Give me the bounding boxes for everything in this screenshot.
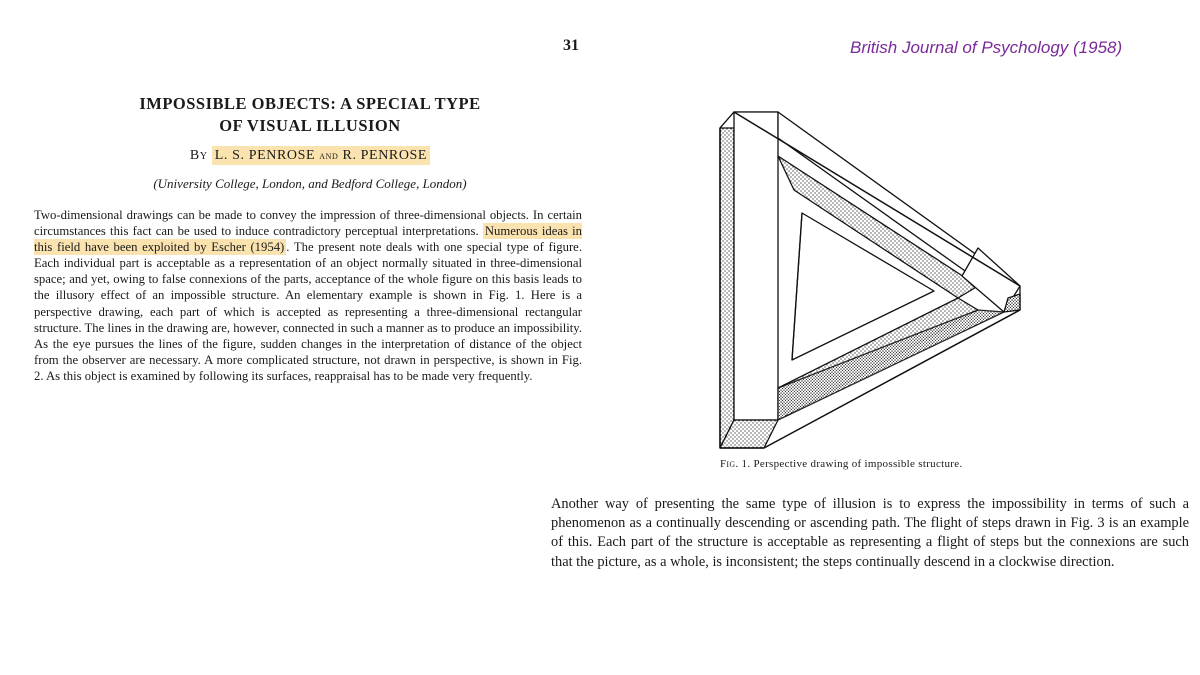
article-title [100, 93, 520, 137]
title-line-2: OF VISUAL ILLUSION [219, 116, 401, 135]
abstract-text-end: . The present note deals with one special type of figure. Each individual part is acceptable as a representation of an object normally situated in three-dimensional space; and yet, owing to false connexions of the parts, acceptance of the whole figure on this basis leads to the illusory effect of an impossible structure. An elementary example is shown in Fig. 1. Here is a perspective drawing, each part of which is accepted as representing a three-dimensional rectangular structure. The lines in the drawing are, however, connected in such a manner as to produce an impossibility. As the eye pursues the lines of the figure, sudden changes in the interpretation of distance of the object from the observer are necessary. A more complicated structure, not drawn in perspective, is shown in Fig. 2. As this object is examined by following its surfaces, reappraisal has to be made very frequently. [34, 240, 582, 383]
abstract-text-start: Two-dimensional drawings can be made to convey the impression of three-dimensional objects. In certain circumstances this fact can be used to induce contradictory perceptual interpretations. [34, 208, 582, 239]
byline [100, 148, 520, 164]
author-2: R. PENROSE [342, 148, 428, 163]
page-number: 31 [563, 37, 579, 54]
authors-highlight [212, 146, 430, 165]
caption-label: Fig. 1. [720, 458, 751, 470]
title-line-1: IMPOSSIBLE OBJECTS: A SPECIAL TYPE [139, 94, 481, 113]
abstract-paragraph [34, 207, 582, 384]
left-beam-front-face [734, 112, 778, 420]
body-paragraph: Another way of presenting the same type of illusion is to express the impossibility in terms of such a phenomenon as a continually descending or ascending path. The flight of steps drawn in Fig. 3 is an example of this. Each part of the structure is acceptable as representing a flight of steps but the connexions are such that the picture, as a whole, is inconsistent; the steps continually descend in a clockwise direction. [551, 496, 1189, 570]
affiliation: (University College, London, and Bedford College, London) [153, 176, 467, 191]
journal-citation: British Journal of Psychology (1958) [850, 38, 1123, 57]
figure-caption [720, 458, 963, 470]
byline-by: By [189, 148, 208, 163]
abstract-highlight: Numerous ideas in this field have been exploited by Escher (1954) [34, 224, 582, 255]
author-1: L. S. PENROSE [214, 148, 316, 163]
left-beam-outer-face [720, 112, 734, 448]
caption-text: Perspective drawing of impossible structure. [753, 458, 963, 470]
author-conjunction: and [319, 148, 339, 162]
penrose-triangle-figure [708, 98, 1046, 454]
